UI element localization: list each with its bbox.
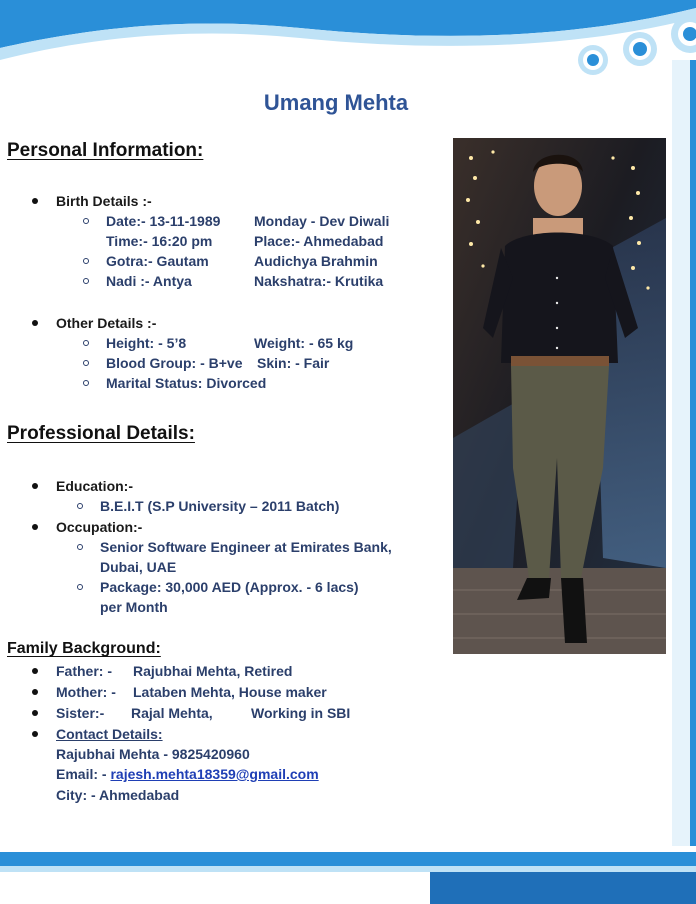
blood-group: Blood Group: - B+ve <box>106 355 243 371</box>
resume-page <box>0 82 672 846</box>
city: City: - Ahmedabad <box>56 787 180 803</box>
circle-bullet-icon <box>83 218 89 224</box>
nakshatra: Nakshatra:- Krutika <box>254 273 384 289</box>
father-label: Father: - <box>56 663 112 679</box>
caste: Audichya Brahmin <box>254 253 378 269</box>
birth-time: Time:- 16:20 pm <box>106 233 213 249</box>
birth-date: Date:- 13-11-1989 <box>106 213 221 229</box>
contact-details-label: Contact Details: <box>56 726 163 742</box>
sister-value: Rajal Mehta, <box>131 705 213 721</box>
bullet-icon <box>32 689 38 695</box>
birth-day: Monday - Dev Diwali <box>254 213 390 229</box>
footer-decoration <box>0 846 696 904</box>
email-link[interactable]: rajesh.mehta18359@gmail.com <box>110 766 319 782</box>
package-line2: per Month <box>100 599 168 615</box>
education-value: B.E.I.T (S.P University – 2011 Batch) <box>100 498 340 514</box>
profile-photo <box>453 138 666 654</box>
bullet-icon <box>32 483 38 489</box>
bullet-icon <box>32 320 38 326</box>
header-decoration <box>0 0 696 80</box>
other-details-label: Other Details :- <box>56 315 157 331</box>
contact-phone: Rajubhai Mehta - 9825420960 <box>56 746 250 762</box>
weight: Weight: - 65 kg <box>254 335 354 351</box>
nadi: Nadi :- Antya <box>106 273 192 289</box>
circle-bullet-icon <box>77 544 83 550</box>
email-line <box>56 766 319 782</box>
height: Height: - 5’8 <box>106 335 187 351</box>
sister-label: Sister:- <box>56 705 105 721</box>
bullet-icon <box>32 710 38 716</box>
occupation-label: Occupation:- <box>56 519 143 535</box>
page-title: Umang Mehta <box>263 90 409 115</box>
side-decoration <box>672 60 696 860</box>
circle-bullet-icon <box>83 340 89 346</box>
bullet-icon <box>32 198 38 204</box>
personal-heading: Personal Information: <box>7 140 204 161</box>
gotra: Gotra:- Gautam <box>106 253 209 269</box>
bullet-icon <box>32 731 38 737</box>
bullet-icon <box>32 524 38 530</box>
father-value: Rajubhai Mehta, Retired <box>133 663 293 679</box>
birth-place: Place:- Ahmedabad <box>254 233 384 249</box>
marital-status: Marital Status: Divorced <box>106 375 267 391</box>
circle-bullet-icon <box>83 360 89 366</box>
bullet-icon <box>32 668 38 674</box>
mother-value: Lataben Mehta, House maker <box>133 684 327 700</box>
circle-bullet-icon <box>77 503 83 509</box>
occupation-line1: Senior Software Engineer at Emirates Bank, <box>100 539 392 555</box>
education-label: Education:- <box>56 478 133 494</box>
sister-work: Working in SBI <box>251 705 351 721</box>
circle-bullet-icon <box>83 258 89 264</box>
skin: Skin: - Fair <box>257 355 330 371</box>
circle-bullet-icon <box>83 380 89 386</box>
package-line1: Package: 30,000 AED (Approx. - 6 lacs) <box>100 579 359 595</box>
professional-heading: Professional Details: <box>7 423 195 444</box>
mother-label: Mother: - <box>56 684 116 700</box>
occupation-line2: Dubai, UAE <box>100 559 177 575</box>
circle-bullet-icon <box>77 584 83 590</box>
circle-bullet-icon <box>83 278 89 284</box>
family-heading: Family Background: <box>7 640 161 657</box>
email-label: Email: - <box>56 766 111 782</box>
birth-details-label: Birth Details :- <box>56 193 152 209</box>
